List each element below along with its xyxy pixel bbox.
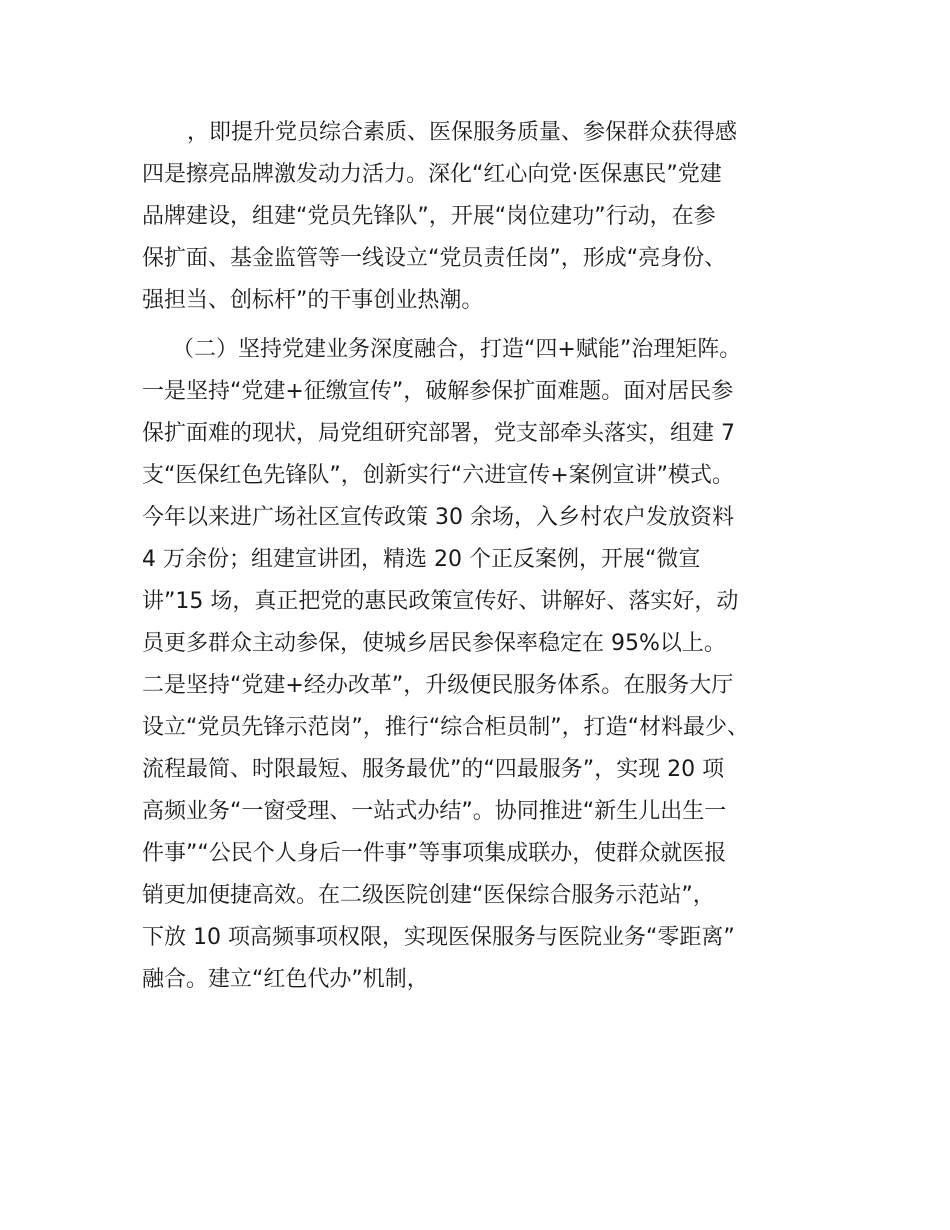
text-line-11: 4 万余份；组建宣讲团，精选 20 个正反案例，开展“微宣 [142, 547, 701, 572]
text-line-18: 件事”“公民个人身后一件事”等事项集成联办，使群众就医报 [142, 841, 727, 866]
text-line-20: 下放 10 项高频事项权限，实现医保服务与医院业务“零距离” [142, 925, 735, 950]
text-line-15: 设立“党员先锋示范岗”，推行“综合柜员制”，打造“材料最少、 [142, 715, 749, 740]
text-line-17: 高频业务“一窗受理、一站式办结”。协同推进“新生儿出生一 [142, 799, 727, 824]
text-line-7: 一是坚持“党建+征缴宣传”，破解参保扩面难题。面对居民参 [142, 379, 734, 404]
text-line-9: 支“医保红色先锋队”，创新实行“六进宣传+案例宣讲”模式。 [142, 463, 735, 488]
text-line-19: 销更加便捷高效。在二级医院创建“医保综合服务示范站”， [142, 883, 715, 908]
text-line-16: 流程最简、时限最短、服务最优”的“四最服务”，实现 20 项 [142, 757, 725, 782]
text-line-1: ，即提升党员综合素质、医保服务质量、参保群众获得感 [187, 120, 738, 145]
text-line-8: 保扩面难的现状，局党组研究部署，党支部牵头落实，组建 7 [142, 421, 735, 446]
text-line-14: 二是坚持“党建+经办改革”，升级便民服务体系。在服务大厅 [142, 673, 734, 698]
text-line-21: 融合。建立“红色代办”机制， [142, 967, 429, 992]
section-heading-line: （二）坚持党建业务深度融合，打造“四+赋能”治理矩阵。 [172, 337, 742, 362]
text-line-10: 今年以来进广场社区宣传政策 30 余场，入乡村农户发放资料 [142, 505, 734, 530]
text-line-13: 员更多群众主动参保，使城乡居民参保率稳定在 95%以上。 [142, 631, 726, 656]
text-line-5: 强担当、创标杆”的干事创业热潮。 [142, 288, 484, 313]
text-line-12: 讲”15 场，真正把党的惠民政策宣传好、讲解好、落实好，动 [142, 589, 739, 614]
text-line-2: 四是擦亮品牌激发动力活力。深化“红心向党·医保惠民”党建 [142, 162, 722, 187]
text-line-3: 品牌建设，组建“党员先锋队”，开展“岗位建功”行动，在参 [142, 204, 716, 229]
text-line-4: 保扩面、基金监管等一线设立“党员责任岗”，形成“亮身份、 [142, 246, 727, 271]
